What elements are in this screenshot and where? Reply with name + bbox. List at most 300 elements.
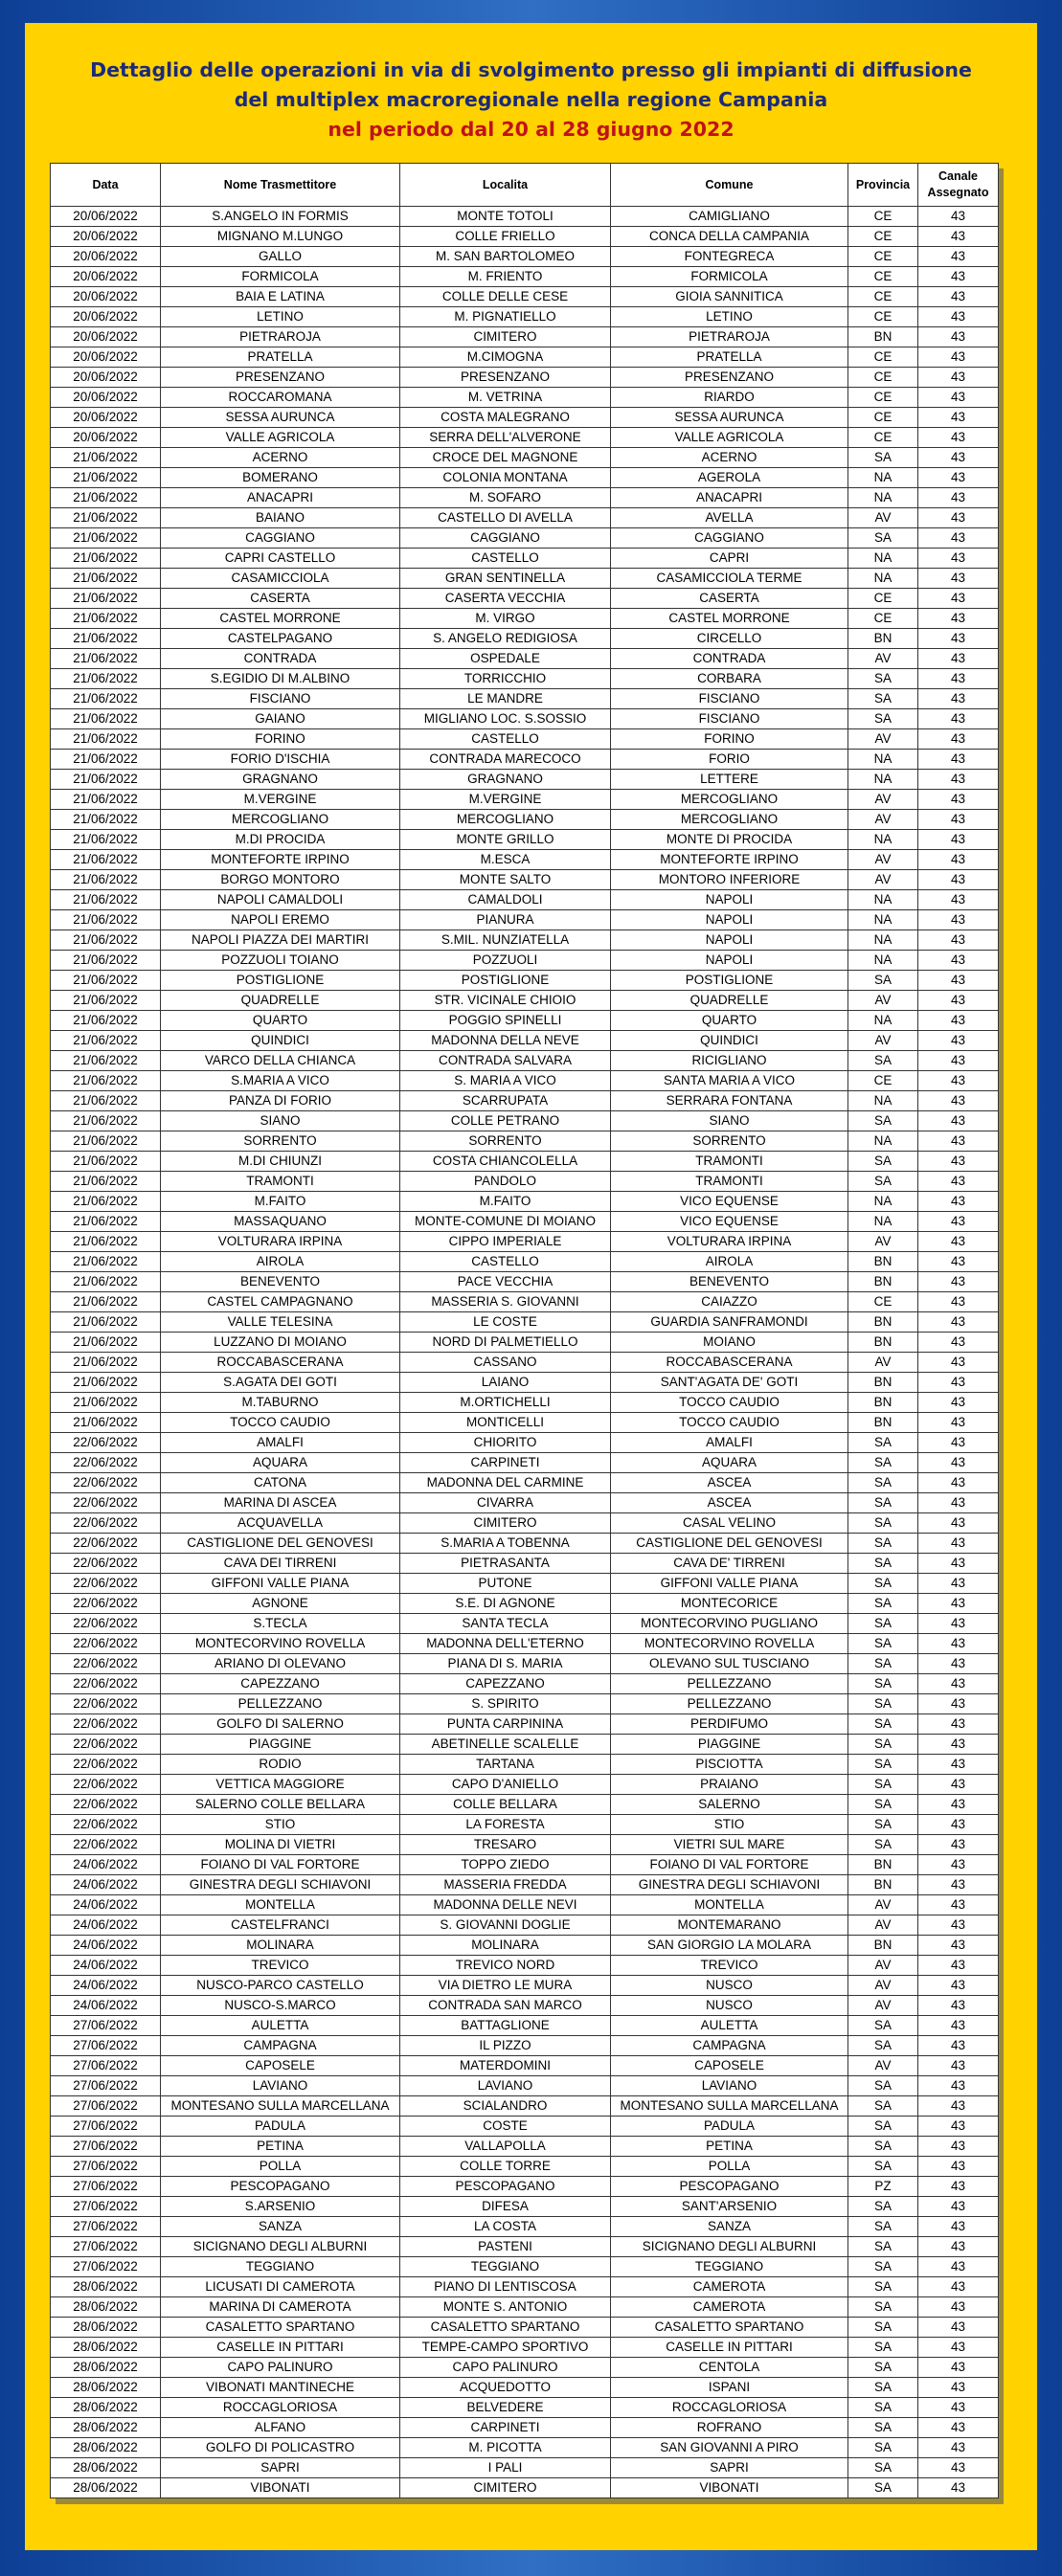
cell-comune: TRAMONTI bbox=[611, 1152, 848, 1172]
cell-provincia: NA bbox=[848, 750, 918, 770]
cell-comune: SAN GIOVANNI A PIRO bbox=[611, 2438, 848, 2458]
cell-localita: LAIANO bbox=[400, 1373, 611, 1393]
cell-nome-trasmettitore: FOIANO DI VAL FORTORE bbox=[161, 1855, 400, 1875]
cell-comune: CASELLE IN PITTARI bbox=[611, 2338, 848, 2358]
cell-nome-trasmettitore: POLLA bbox=[161, 2157, 400, 2177]
cell-localita: POZZUOLI bbox=[400, 951, 611, 971]
cell-canale: 43 bbox=[918, 1011, 999, 1031]
cell-provincia: SA bbox=[848, 2217, 918, 2237]
table-row bbox=[51, 1192, 999, 1212]
cell-nome-trasmettitore: CASTELFRANCI bbox=[161, 1915, 400, 1936]
cell-comune: LETTERE bbox=[611, 770, 848, 790]
cell-data: 20/06/2022 bbox=[51, 388, 161, 408]
cell-data: 28/06/2022 bbox=[51, 2478, 161, 2498]
table-row bbox=[51, 1815, 999, 1835]
cell-canale: 43 bbox=[918, 1594, 999, 1614]
cell-comune: SAN GIORGIO LA MOLARA bbox=[611, 1936, 848, 1956]
cell-localita: TREVICO NORD bbox=[400, 1956, 611, 1976]
cell-nome-trasmettitore: CASTELPAGANO bbox=[161, 629, 400, 649]
cell-comune: SERRARA FONTANA bbox=[611, 1091, 848, 1111]
cell-localita: MONTE S. ANTONIO bbox=[400, 2297, 611, 2318]
table-row bbox=[51, 1292, 999, 1312]
cell-provincia: SA bbox=[848, 2378, 918, 2398]
table-row bbox=[51, 528, 999, 549]
cell-localita: TARTANA bbox=[400, 1755, 611, 1775]
cell-canale: 43 bbox=[918, 2217, 999, 2237]
cell-comune: SICIGNANO DEGLI ALBURNI bbox=[611, 2237, 848, 2257]
table-row bbox=[51, 689, 999, 709]
cell-localita: CONTRADA SAN MARCO bbox=[400, 1996, 611, 2016]
cell-canale: 43 bbox=[918, 649, 999, 669]
cell-comune: CAIAZZO bbox=[611, 1292, 848, 1312]
table-row bbox=[51, 1353, 999, 1373]
cell-canale: 43 bbox=[918, 1554, 999, 1574]
cell-data: 21/06/2022 bbox=[51, 830, 161, 850]
cell-nome-trasmettitore: ACQUAVELLA bbox=[161, 1513, 400, 1534]
cell-nome-trasmettitore: PANZA DI FORIO bbox=[161, 1091, 400, 1111]
cell-comune: SANTA MARIA A VICO bbox=[611, 1071, 848, 1091]
cell-canale: 43 bbox=[918, 1333, 999, 1353]
cell-provincia: NA bbox=[848, 910, 918, 930]
cell-nome-trasmettitore: POSTIGLIONE bbox=[161, 971, 400, 991]
cell-nome-trasmettitore: MOLINA DI VIETRI bbox=[161, 1835, 400, 1855]
cell-nome-trasmettitore: MASSAQUANO bbox=[161, 1212, 400, 1232]
cell-nome-trasmettitore: FORINO bbox=[161, 729, 400, 750]
cell-provincia: SA bbox=[848, 1815, 918, 1835]
cell-localita: LA FORESTA bbox=[400, 1815, 611, 1835]
cell-comune: FOIANO DI VAL FORTORE bbox=[611, 1855, 848, 1875]
cell-canale: 43 bbox=[918, 951, 999, 971]
page-title bbox=[25, 56, 1037, 145]
cell-data: 21/06/2022 bbox=[51, 1272, 161, 1292]
cell-provincia: CE bbox=[848, 388, 918, 408]
cell-comune: VOLTURARA IRPINA bbox=[611, 1232, 848, 1252]
table-row bbox=[51, 951, 999, 971]
cell-provincia: AV bbox=[848, 508, 918, 528]
cell-provincia: SA bbox=[848, 2318, 918, 2338]
cell-provincia: SA bbox=[848, 971, 918, 991]
cell-provincia: NA bbox=[848, 569, 918, 589]
header-provincia: Provincia bbox=[848, 164, 918, 207]
cell-canale: 43 bbox=[918, 2237, 999, 2257]
cell-comune: POSTIGLIONE bbox=[611, 971, 848, 991]
cell-data: 22/06/2022 bbox=[51, 1473, 161, 1493]
cell-comune: PIETRAROJA bbox=[611, 327, 848, 347]
cell-data: 21/06/2022 bbox=[51, 1373, 161, 1393]
cell-data: 24/06/2022 bbox=[51, 1976, 161, 1996]
table-row bbox=[51, 569, 999, 589]
cell-comune: GINESTRA DEGLI SCHIAVONI bbox=[611, 1875, 848, 1895]
cell-canale: 43 bbox=[918, 508, 999, 528]
table-row bbox=[51, 2438, 999, 2458]
cell-provincia: CE bbox=[848, 1292, 918, 1312]
cell-data: 21/06/2022 bbox=[51, 951, 161, 971]
cell-nome-trasmettitore: GRAGNANO bbox=[161, 770, 400, 790]
cell-nome-trasmettitore: MONTECORVINO ROVELLA bbox=[161, 1634, 400, 1654]
cell-nome-trasmettitore: MONTEFORTE IRPINO bbox=[161, 850, 400, 870]
cell-nome-trasmettitore: TEGGIANO bbox=[161, 2257, 400, 2277]
cell-nome-trasmettitore: PRATELLA bbox=[161, 347, 400, 368]
table-row bbox=[51, 850, 999, 870]
table-row bbox=[51, 1554, 999, 1574]
table-row bbox=[51, 1051, 999, 1071]
cell-canale: 43 bbox=[918, 629, 999, 649]
cell-comune: VIBONATI bbox=[611, 2478, 848, 2498]
table-row bbox=[51, 2418, 999, 2438]
cell-provincia: AV bbox=[848, 2056, 918, 2076]
cell-nome-trasmettitore: NUSCO-PARCO CASTELLO bbox=[161, 1976, 400, 1996]
cell-canale: 43 bbox=[918, 2358, 999, 2378]
yellow-panel bbox=[25, 23, 1037, 2550]
cell-nome-trasmettitore: AQUARA bbox=[161, 1453, 400, 1473]
cell-canale: 43 bbox=[918, 2378, 999, 2398]
cell-comune: MONTESANO SULLA MARCELLANA bbox=[611, 2096, 848, 2117]
cell-comune: RICIGLIANO bbox=[611, 1051, 848, 1071]
table-row bbox=[51, 1152, 999, 1172]
table-row bbox=[51, 247, 999, 267]
cell-comune: CASTIGLIONE DEL GENOVESI bbox=[611, 1534, 848, 1554]
cell-comune: MONTECORICE bbox=[611, 1594, 848, 1614]
cell-provincia: CE bbox=[848, 408, 918, 428]
cell-comune: PRESENZANO bbox=[611, 368, 848, 388]
cell-nome-trasmettitore: BOMERANO bbox=[161, 468, 400, 488]
cell-localita: M.ESCA bbox=[400, 850, 611, 870]
cell-provincia: NA bbox=[848, 930, 918, 951]
cell-data: 28/06/2022 bbox=[51, 2277, 161, 2297]
cell-localita: PRESENZANO bbox=[400, 368, 611, 388]
cell-canale: 43 bbox=[918, 2398, 999, 2418]
cell-localita: SORRENTO bbox=[400, 1131, 611, 1152]
cell-provincia: NA bbox=[848, 1192, 918, 1212]
cell-provincia: SA bbox=[848, 1755, 918, 1775]
cell-nome-trasmettitore: MOLINARA bbox=[161, 1936, 400, 1956]
cell-comune: CAMIGLIANO bbox=[611, 207, 848, 227]
cell-nome-trasmettitore: MIGNANO M.LUNGO bbox=[161, 227, 400, 247]
cell-data: 27/06/2022 bbox=[51, 2157, 161, 2177]
cell-localita: MIGLIANO LOC. S.SOSSIO bbox=[400, 709, 611, 729]
cell-canale: 43 bbox=[918, 1091, 999, 1111]
cell-localita: NORD DI PALMETIELLO bbox=[400, 1333, 611, 1353]
cell-comune: CAPRI bbox=[611, 549, 848, 569]
cell-provincia: SA bbox=[848, 2458, 918, 2478]
table-row bbox=[51, 2056, 999, 2076]
cell-nome-trasmettitore: BORGO MONTORO bbox=[161, 870, 400, 890]
cell-comune: NUSCO bbox=[611, 1996, 848, 2016]
cell-comune: AIROLA bbox=[611, 1252, 848, 1272]
cell-comune: PESCOPAGANO bbox=[611, 2177, 848, 2197]
cell-localita: SANTA TECLA bbox=[400, 1614, 611, 1634]
cell-canale: 43 bbox=[918, 991, 999, 1011]
cell-localita: COLLE BELLARA bbox=[400, 1795, 611, 1815]
cell-localita: POSTIGLIONE bbox=[400, 971, 611, 991]
cell-localita: CASERTA VECCHIA bbox=[400, 589, 611, 609]
cell-comune: GIFFONI VALLE PIANA bbox=[611, 1574, 848, 1594]
cell-comune: CASERTA bbox=[611, 589, 848, 609]
cell-comune: NAPOLI bbox=[611, 951, 848, 971]
cell-data: 24/06/2022 bbox=[51, 1915, 161, 1936]
cell-provincia: AV bbox=[848, 991, 918, 1011]
cell-nome-trasmettitore: S.ANGELO IN FORMIS bbox=[161, 207, 400, 227]
cell-localita: POGGIO SPINELLI bbox=[400, 1011, 611, 1031]
cell-nome-trasmettitore: AULETTA bbox=[161, 2016, 400, 2036]
cell-localita: S.MIL. NUNZIATELLA bbox=[400, 930, 611, 951]
table-row bbox=[51, 1694, 999, 1714]
cell-nome-trasmettitore: QUINDICI bbox=[161, 1031, 400, 1051]
cell-localita: CASSANO bbox=[400, 1353, 611, 1373]
cell-comune: AQUARA bbox=[611, 1453, 848, 1473]
cell-canale: 43 bbox=[918, 1272, 999, 1292]
cell-nome-trasmettitore: PADULA bbox=[161, 2117, 400, 2137]
cell-data: 21/06/2022 bbox=[51, 1333, 161, 1353]
cell-canale: 43 bbox=[918, 1172, 999, 1192]
cell-comune: POLLA bbox=[611, 2157, 848, 2177]
cell-localita: CHIORITO bbox=[400, 1433, 611, 1453]
cell-data: 21/06/2022 bbox=[51, 991, 161, 1011]
cell-comune: ROCCABASCERANA bbox=[611, 1353, 848, 1373]
cell-provincia: NA bbox=[848, 951, 918, 971]
cell-data: 22/06/2022 bbox=[51, 1594, 161, 1614]
table-row bbox=[51, 1795, 999, 1815]
cell-comune: MERCOGLIANO bbox=[611, 810, 848, 830]
cell-comune: VICO EQUENSE bbox=[611, 1212, 848, 1232]
cell-localita: M.FAITO bbox=[400, 1192, 611, 1212]
cell-comune: CAMEROTA bbox=[611, 2277, 848, 2297]
cell-canale: 43 bbox=[918, 2438, 999, 2458]
cell-data: 27/06/2022 bbox=[51, 2217, 161, 2237]
cell-provincia: SA bbox=[848, 1152, 918, 1172]
cell-comune: VALLE AGRICOLA bbox=[611, 428, 848, 448]
cell-comune: CENTOLA bbox=[611, 2358, 848, 2378]
cell-data: 22/06/2022 bbox=[51, 1453, 161, 1473]
cell-comune: CAPOSELE bbox=[611, 2056, 848, 2076]
cell-comune: SORRENTO bbox=[611, 1131, 848, 1152]
cell-comune: ACERNO bbox=[611, 448, 848, 468]
cell-comune: LETINO bbox=[611, 307, 848, 327]
cell-comune: PISCIOTTA bbox=[611, 1755, 848, 1775]
cell-localita: PIANO DI LENTISCOSA bbox=[400, 2277, 611, 2297]
cell-localita: PANDOLO bbox=[400, 1172, 611, 1192]
cell-nome-trasmettitore: SICIGNANO DEGLI ALBURNI bbox=[161, 2237, 400, 2257]
cell-provincia: NA bbox=[848, 468, 918, 488]
cell-localita: MATERDOMINI bbox=[400, 2056, 611, 2076]
table-row bbox=[51, 1534, 999, 1554]
cell-nome-trasmettitore: BAIA E LATINA bbox=[161, 287, 400, 307]
cell-comune: CASTEL MORRONE bbox=[611, 609, 848, 629]
cell-data: 21/06/2022 bbox=[51, 790, 161, 810]
table-row bbox=[51, 1614, 999, 1634]
cell-comune: PRAIANO bbox=[611, 1775, 848, 1795]
cell-nome-trasmettitore: GINESTRA DEGLI SCHIAVONI bbox=[161, 1875, 400, 1895]
cell-provincia: AV bbox=[848, 850, 918, 870]
cell-provincia: BN bbox=[848, 1875, 918, 1895]
cell-provincia: BN bbox=[848, 327, 918, 347]
cell-provincia: SA bbox=[848, 1614, 918, 1634]
cell-localita: SCARRUPATA bbox=[400, 1091, 611, 1111]
cell-canale: 43 bbox=[918, 1634, 999, 1654]
cell-canale: 43 bbox=[918, 247, 999, 267]
cell-canale: 43 bbox=[918, 1232, 999, 1252]
cell-data: 21/06/2022 bbox=[51, 1292, 161, 1312]
cell-canale: 43 bbox=[918, 971, 999, 991]
cell-data: 24/06/2022 bbox=[51, 1855, 161, 1875]
cell-data: 21/06/2022 bbox=[51, 810, 161, 830]
cell-canale: 43 bbox=[918, 1252, 999, 1272]
table-row bbox=[51, 408, 999, 428]
cell-nome-trasmettitore: ANACAPRI bbox=[161, 488, 400, 508]
cell-comune: PRATELLA bbox=[611, 347, 848, 368]
cell-canale: 43 bbox=[918, 368, 999, 388]
cell-provincia: SA bbox=[848, 1835, 918, 1855]
cell-localita: TOPPO ZIEDO bbox=[400, 1855, 611, 1875]
cell-data: 28/06/2022 bbox=[51, 2418, 161, 2438]
cell-provincia: CE bbox=[848, 609, 918, 629]
cell-data: 20/06/2022 bbox=[51, 287, 161, 307]
cell-nome-trasmettitore: CASELLE IN PITTARI bbox=[161, 2338, 400, 2358]
cell-comune: MONTECORVINO ROVELLA bbox=[611, 1634, 848, 1654]
cell-provincia: SA bbox=[848, 689, 918, 709]
cell-localita: CIMITERO bbox=[400, 327, 611, 347]
table-row bbox=[51, 910, 999, 930]
cell-localita: PIANA DI S. MARIA bbox=[400, 1654, 611, 1674]
cell-localita: CIMITERO bbox=[400, 1513, 611, 1534]
cell-data: 21/06/2022 bbox=[51, 1353, 161, 1373]
cell-data: 22/06/2022 bbox=[51, 1634, 161, 1654]
cell-nome-trasmettitore: NAPOLI EREMO bbox=[161, 910, 400, 930]
cell-localita: M. PIGNATIELLO bbox=[400, 307, 611, 327]
cell-localita: COSTA CHIANCOLELLA bbox=[400, 1152, 611, 1172]
cell-provincia: SA bbox=[848, 1775, 918, 1795]
cell-nome-trasmettitore: SANZA bbox=[161, 2217, 400, 2237]
table-row bbox=[51, 287, 999, 307]
cell-data: 22/06/2022 bbox=[51, 1554, 161, 1574]
cell-data: 22/06/2022 bbox=[51, 1493, 161, 1513]
cell-localita: COLLE FRIELLO bbox=[400, 227, 611, 247]
table-row bbox=[51, 1272, 999, 1292]
cell-data: 28/06/2022 bbox=[51, 2438, 161, 2458]
cell-data: 21/06/2022 bbox=[51, 1031, 161, 1051]
cell-provincia: SA bbox=[848, 528, 918, 549]
cell-localita: CIMITERO bbox=[400, 2478, 611, 2498]
cell-localita: M.ORTICHELLI bbox=[400, 1393, 611, 1413]
cell-data: 24/06/2022 bbox=[51, 1895, 161, 1915]
cell-canale: 43 bbox=[918, 267, 999, 287]
cell-canale: 43 bbox=[918, 2197, 999, 2217]
cell-canale: 43 bbox=[918, 750, 999, 770]
cell-nome-trasmettitore: TRAMONTI bbox=[161, 1172, 400, 1192]
table-row bbox=[51, 327, 999, 347]
cell-canale: 43 bbox=[918, 428, 999, 448]
cell-comune: CONTRADA bbox=[611, 649, 848, 669]
cell-comune: AGEROLA bbox=[611, 468, 848, 488]
cell-localita: OSPEDALE bbox=[400, 649, 611, 669]
cell-provincia: SA bbox=[848, 1694, 918, 1714]
cell-provincia: SA bbox=[848, 1634, 918, 1654]
cell-localita: GRAN SENTINELLA bbox=[400, 569, 611, 589]
title-period: nel periodo dal 20 al 28 giugno 2022 bbox=[328, 118, 734, 141]
cell-canale: 43 bbox=[918, 1071, 999, 1091]
table-row bbox=[51, 347, 999, 368]
cell-data: 24/06/2022 bbox=[51, 1875, 161, 1895]
cell-localita: COSTA MALEGRANO bbox=[400, 408, 611, 428]
cell-canale: 43 bbox=[918, 810, 999, 830]
cell-provincia: SA bbox=[848, 1594, 918, 1614]
cell-provincia: SA bbox=[848, 2398, 918, 2418]
table-row bbox=[51, 2358, 999, 2378]
cell-comune: FISCIANO bbox=[611, 709, 848, 729]
cell-comune: CASAMICCIOLA TERME bbox=[611, 569, 848, 589]
cell-canale: 43 bbox=[918, 1393, 999, 1413]
cell-canale: 43 bbox=[918, 287, 999, 307]
cell-comune: LAVIANO bbox=[611, 2076, 848, 2096]
cell-nome-trasmettitore: PESCOPAGANO bbox=[161, 2177, 400, 2197]
cell-data: 21/06/2022 bbox=[51, 729, 161, 750]
cell-nome-trasmettitore: NUSCO-S.MARCO bbox=[161, 1996, 400, 2016]
cell-comune: MONTE DI PROCIDA bbox=[611, 830, 848, 850]
cell-nome-trasmettitore: GAIANO bbox=[161, 709, 400, 729]
table-row bbox=[51, 1956, 999, 1976]
cell-localita: CROCE DEL MAGNONE bbox=[400, 448, 611, 468]
cell-localita: COLLE DELLE CESE bbox=[400, 287, 611, 307]
cell-data: 21/06/2022 bbox=[51, 508, 161, 528]
cell-localita: PIETRASANTA bbox=[400, 1554, 611, 1574]
table-row bbox=[51, 1031, 999, 1051]
table-row bbox=[51, 2318, 999, 2338]
cell-nome-trasmettitore: PIETRAROJA bbox=[161, 327, 400, 347]
cell-provincia: SA bbox=[848, 2418, 918, 2438]
table-row bbox=[51, 2036, 999, 2056]
table-row bbox=[51, 1513, 999, 1534]
cell-data: 20/06/2022 bbox=[51, 347, 161, 368]
cell-data: 21/06/2022 bbox=[51, 448, 161, 468]
cell-data: 22/06/2022 bbox=[51, 1735, 161, 1755]
cell-canale: 43 bbox=[918, 1152, 999, 1172]
cell-provincia: SA bbox=[848, 2197, 918, 2217]
cell-data: 22/06/2022 bbox=[51, 1714, 161, 1735]
cell-data: 21/06/2022 bbox=[51, 689, 161, 709]
cell-provincia: AV bbox=[848, 870, 918, 890]
cell-canale: 43 bbox=[918, 2137, 999, 2157]
table-row bbox=[51, 750, 999, 770]
cell-comune: FORMICOLA bbox=[611, 267, 848, 287]
cell-canale: 43 bbox=[918, 1413, 999, 1433]
cell-data: 21/06/2022 bbox=[51, 549, 161, 569]
cell-data: 22/06/2022 bbox=[51, 1755, 161, 1775]
cell-canale: 43 bbox=[918, 569, 999, 589]
table-row bbox=[51, 1634, 999, 1654]
cell-canale: 43 bbox=[918, 2157, 999, 2177]
table-row bbox=[51, 1172, 999, 1192]
cell-provincia: SA bbox=[848, 1453, 918, 1473]
cell-provincia: CE bbox=[848, 428, 918, 448]
table-row bbox=[51, 649, 999, 669]
cell-data: 22/06/2022 bbox=[51, 1534, 161, 1554]
table-row bbox=[51, 669, 999, 689]
table-row bbox=[51, 709, 999, 729]
cell-data: 21/06/2022 bbox=[51, 488, 161, 508]
cell-provincia: SA bbox=[848, 2237, 918, 2257]
table-row bbox=[51, 1895, 999, 1915]
cell-comune: VIETRI SUL MARE bbox=[611, 1835, 848, 1855]
header-localita: Localita bbox=[400, 164, 611, 207]
table-row bbox=[51, 2277, 999, 2297]
cell-canale: 43 bbox=[918, 850, 999, 870]
cell-nome-trasmettitore: CASALETTO SPARTANO bbox=[161, 2318, 400, 2338]
cell-provincia: AV bbox=[848, 1915, 918, 1936]
cell-canale: 43 bbox=[918, 910, 999, 930]
cell-provincia: SA bbox=[848, 2076, 918, 2096]
table-row bbox=[51, 1775, 999, 1795]
cell-nome-trasmettitore: STIO bbox=[161, 1815, 400, 1835]
